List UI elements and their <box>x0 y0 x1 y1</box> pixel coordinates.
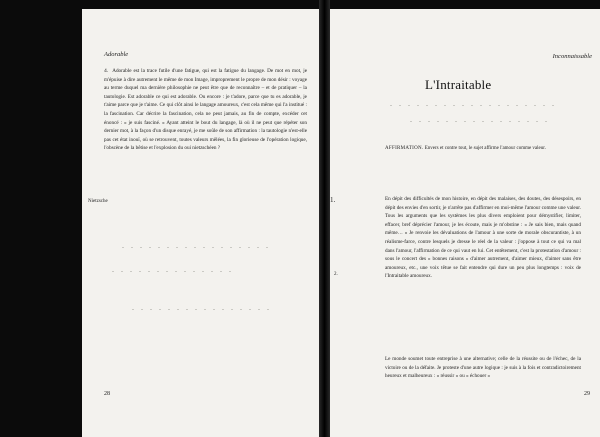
left-running-head: Adorable <box>104 51 129 58</box>
paragraph-number: 4. <box>104 68 109 74</box>
left-paragraph-text: Adorable est la trace futile d'une fatigue, qui est la fatigue du langage. De mot en mot, je m'épuise à dire autrement le même de mon Image, improprement le propre de mon désir : voyage au terme duquel ma dernière philosophie ne peut être que de reconnaître – et de pratiquer – la tautologie. Est adorable ce qui est adorable. Ou encore : je t'adore, parce que tu es adorable, je t'aime parce que je t'aime. Ce qui clôt ainsi le langage amoureux, c'est cela même qui l'a institué : la fascination. Car décrire la fascination, cela ne peut jamais, au fin de compte, excéder cet énoncé : « je suis fasciné. » Ayant atteint le bout du langage, là où il ne peut que répéter son dernier mot, à la façon d'un disque enrayé, je me soûle de son affirmation : la tautologie n'est-elle pas cet état inouï, où se retrouvent, toutes valeurs mêlées, la fin glorieuse de l'opération logique, l'obscène de la bêtise et l'explosion du oui nietzschéen ? <box>104 68 307 152</box>
chapter-definition <box>385 145 575 153</box>
print-through <box>122 247 272 248</box>
right-page <box>330 9 600 437</box>
left-paragraph <box>104 67 307 153</box>
right-running-head: Inconnaissable <box>552 53 592 60</box>
left-folio: 28 <box>104 391 110 397</box>
chapter-title: L'Intraitable <box>425 77 492 92</box>
left-margin-note: Nietzsche <box>88 199 108 204</box>
margin-mark-1: 1. <box>330 196 336 204</box>
print-through <box>112 271 232 272</box>
definition-text: Envers et contre tout, le sujet affirme l'amour comme valeur. <box>424 146 546 151</box>
print-through <box>132 309 272 310</box>
print-through <box>410 121 550 122</box>
left-page <box>82 9 319 437</box>
margin-mark-2: 2. <box>334 272 338 277</box>
right-folio: 29 <box>584 391 590 397</box>
body-paragraph-1: En dépit des difficultés de mon histoire, en dépit des malaises, des doutes, des désespoirs, en dépit des envies d'en sortir, je n'arrête pas d'affirmer en moi-même l'amour comme une valeur. Tous les arguments que les systèmes les plus divers emploient pour démystifier, limiter, effacer, bref déprécier l'amour, je les écoute, mais je m'obstine : « Je sais bien, mais quand même… » Je renvoie les dévaluations de l'amour à une sorte de morale obscurantiste, à un réalisme-farce, contre lesquels je dresse le réel de la valeur : j'oppose à tout ce qui va mal dans l'amour, l'affirmation de ce qui vaut en lui. Cet entêtement, c'est la protestation d'amour : sous le concert des « bonnes raisons » d'aimer autrement, d'aimer mieux, d'aimer sans être amoureux, etc., une voix têtue se fait entendre qui dure un peu plus longtemps : voix de l'Intraitable amoureux. <box>385 196 581 280</box>
print-through <box>390 105 560 106</box>
book-gutter <box>319 0 330 437</box>
body-paragraph-2: Le monde soumet toute entreprise à une alternative; celle de la réussite ou de l'échec, de la victoire ou de la défaite. Je proteste d'une autre logique : je suis à la fois et contradictoirement heureux et malheureux : « réussir » ou « échouer » <box>385 356 581 380</box>
definition-lead: AFFIRMATION. <box>385 146 424 151</box>
